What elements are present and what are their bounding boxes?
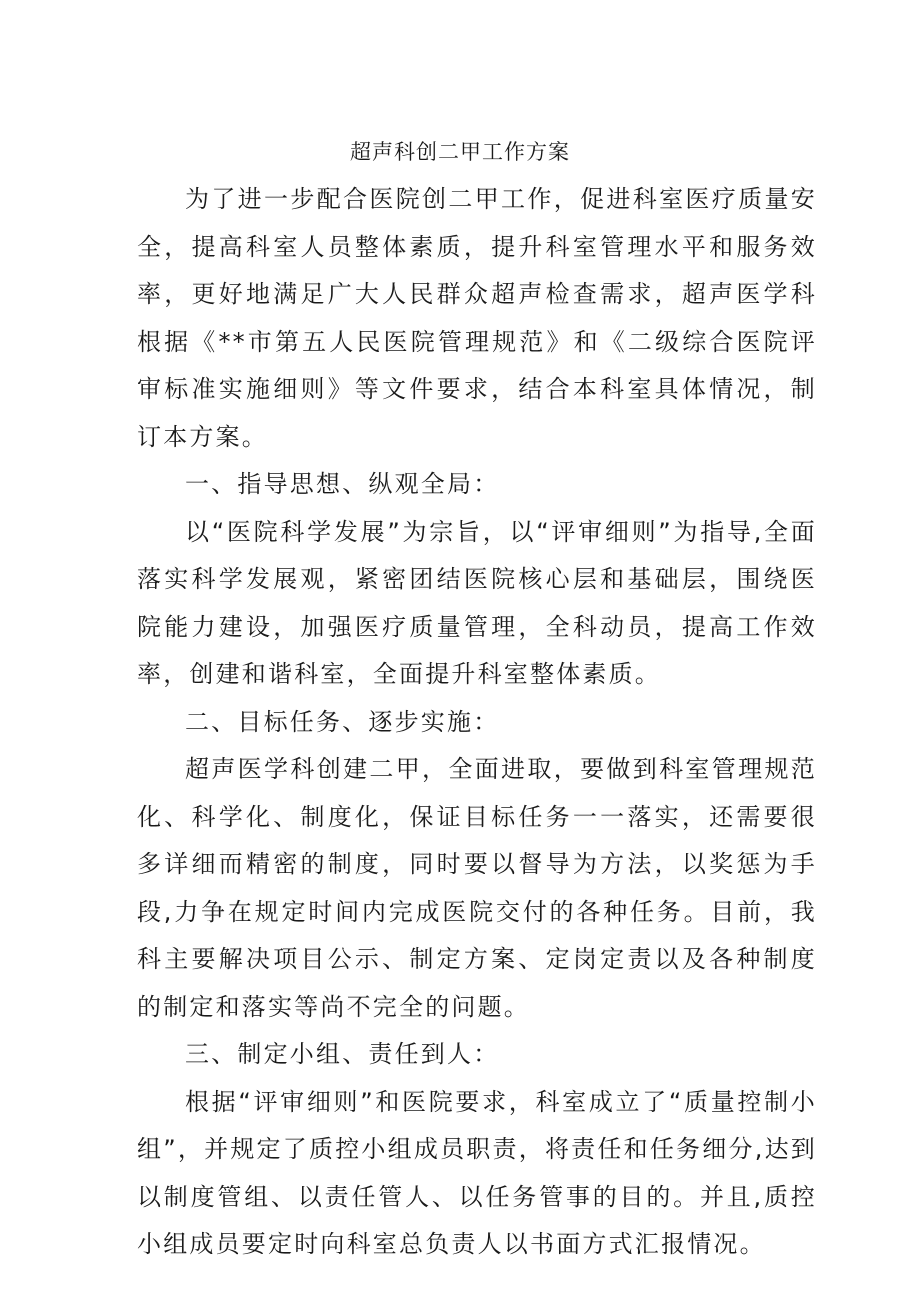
section-heading-guiding-principle: 一、指导思想、纵观全局： bbox=[185, 470, 500, 498]
intro-paragraph: 为了进一步配合医院创二甲工作，促进科室医疗质量安全，提高科室人员整体素质，提升科室管理水平和服务效率，更好地满足广大人民群众超声检查需求，超声医学科根据《**市第五人民医院管理规范》和《二级综合医院评审标准实施细则》等文件要求，结合本科室具体情况，制订本方案。 bbox=[137, 185, 817, 451]
goals-paragraph: 超声医学科创建二甲，全面进取，要做到科室管理规范化、科学化、制度化，保证目标任务一一落实，还需要很多详细而精密的制度，同时要以督导为方法，以奖惩为手段,力争在规定时间内完成医院交付的各种任务。目前，我科主要解决项目公示、制定方案、定岗定责以及各种制度的制定和落实等尚不完全的问题。 bbox=[137, 755, 817, 1021]
document-title: 超声科创二甲工作方案 bbox=[350, 140, 570, 164]
groups-paragraph: 根据“评审细则”和医院要求，科室成立了“质量控制小组”，并规定了质控小组成员职责，将责任和任务细分,达到以制度管组、以责任管人、以任务管事的目的。并且,质控小组成员要定时向科室总负责人以书面方式汇报情况。 bbox=[137, 1087, 817, 1258]
section-heading-groups: 三、制定小组、责任到人： bbox=[185, 1040, 500, 1068]
section-heading-goals: 二、目标任务、逐步实施： bbox=[185, 707, 500, 736]
guiding-principle-paragraph: 以“医院科学发展”为宗旨，以“评审细则”为指导,全面落实科学发展观，紧密团结医院核心层和基础层，围绕医院能力建设，加强医疗质量管理，全科动员，提高工作效率，创建和谐科室，全面提升科室整体素质。 bbox=[137, 517, 817, 688]
document-body bbox=[137, 176, 817, 1269]
